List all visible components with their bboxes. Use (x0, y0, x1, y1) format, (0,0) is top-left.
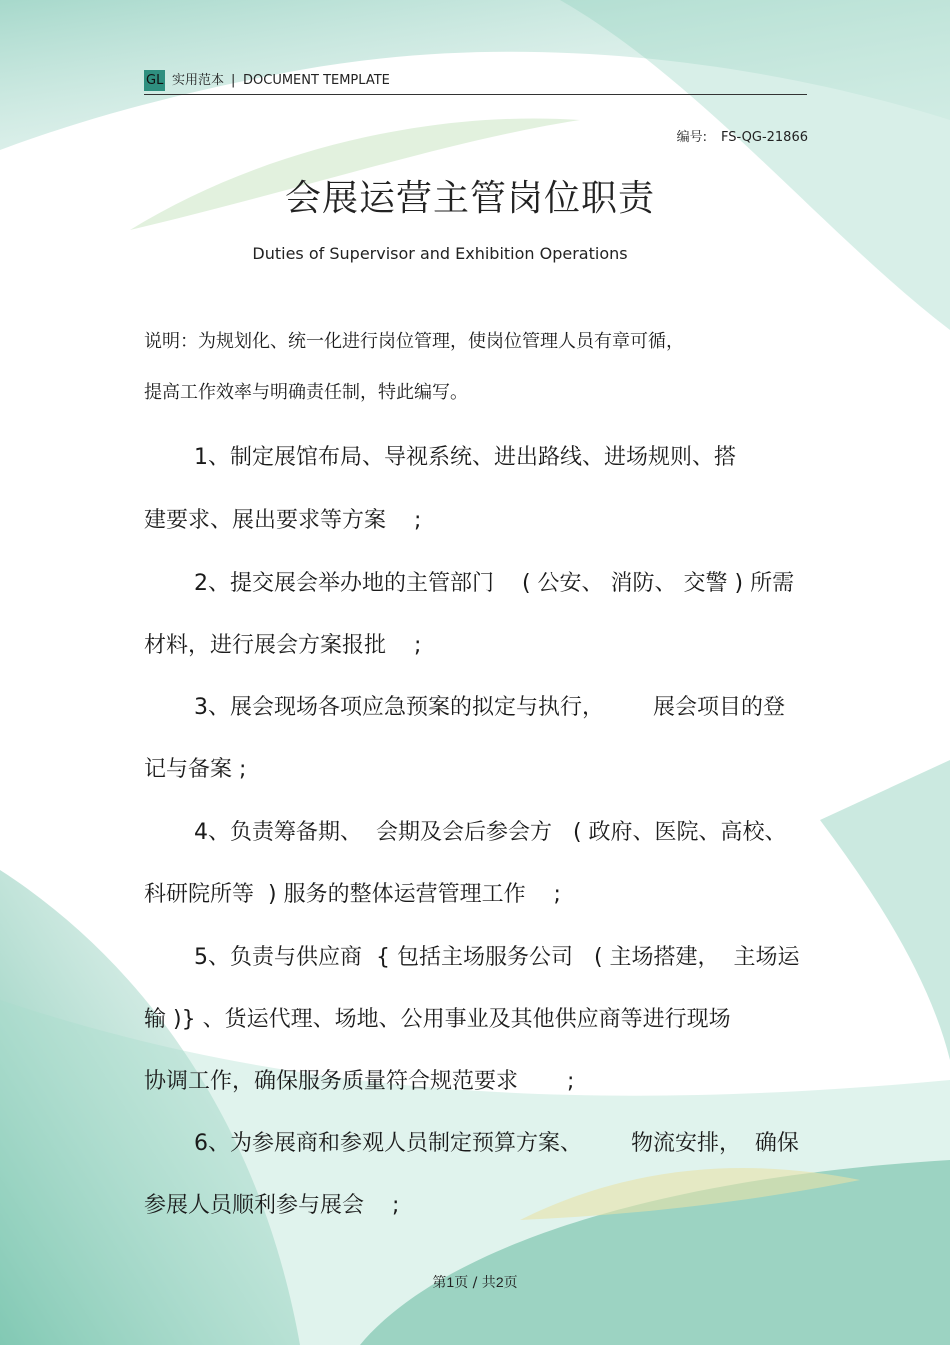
page-subtitle: Duties of Supervisor and Exhibition Operations (252, 244, 628, 263)
header-template-label: DOCUMENT TEMPLATE (243, 73, 390, 88)
duty-2-line-2: 材料，进行展会方案报批 ; (144, 633, 422, 658)
description-note (144, 316, 804, 418)
duty-6-line-1: 6、为参展商和参观人员制定预算方案、 物流安排， 确保 (194, 1131, 799, 1156)
duty-1-line-2: 建要求、展出要求等方案 ; (144, 508, 422, 533)
header-separator: | (231, 73, 236, 88)
header-brand: 实用范本 (172, 73, 225, 88)
doc-number-label: 编号: (676, 130, 707, 145)
duty-5-line-3: 协调工作，确保服务质量符合规范要求 ; (144, 1069, 575, 1094)
duty-4-line-2: 科研院所等 ) 服务的整体运营管理工作 ; (144, 882, 561, 907)
page-footer (0, 1272, 950, 1292)
note-line-2: 提高工作效率与明确责任制，特此编写。 (144, 382, 468, 403)
page-title: 会展运营主管岗位职责 (284, 178, 655, 219)
document-number (677, 126, 808, 145)
header-badge: GL (144, 70, 165, 91)
duty-3-line-2: 记与备案 ; (144, 757, 247, 782)
footer-mid: 页 / 共 (454, 1275, 496, 1291)
footer-total-pages: 2 (495, 1274, 504, 1290)
footer-page-number: 1 (446, 1274, 455, 1290)
duty-1-line-1: 1、制定展馆布局、导视系统、进出路线、进场规则、搭 (194, 445, 736, 470)
duty-2-line-1: 2、提交展会举办地的主管部门 ( 公安、 消防、 交警 ) 所需 (194, 571, 795, 596)
note-line-1: 说明：为规划化、统一化进行岗位管理，使岗位管理人员有章可循， (144, 331, 684, 352)
footer-prefix: 第 (432, 1275, 447, 1291)
document-header (144, 70, 807, 95)
doc-number-value: FS-QG-21866 (720, 130, 808, 145)
duty-4-line-1: 4、负责筹备期、 会期及会后参会方 ( 政府、医院、高校、 (194, 820, 787, 845)
duty-6-line-2: 参展人员顺利参与展会 ; (144, 1193, 400, 1218)
duty-3-line-1: 3、展会现场各项应急预案的拟定与执行， 展会项目的登 (194, 695, 785, 720)
footer-suffix: 页 (503, 1275, 518, 1291)
duty-5-line-2: 输 )} 、货运代理、场地、公用事业及其他供应商等进行现场 (144, 1007, 731, 1032)
duty-5-line-1: 5、负责与供应商 { 包括主场服务公司 ( 主场搭建， 主场运 (194, 945, 800, 970)
